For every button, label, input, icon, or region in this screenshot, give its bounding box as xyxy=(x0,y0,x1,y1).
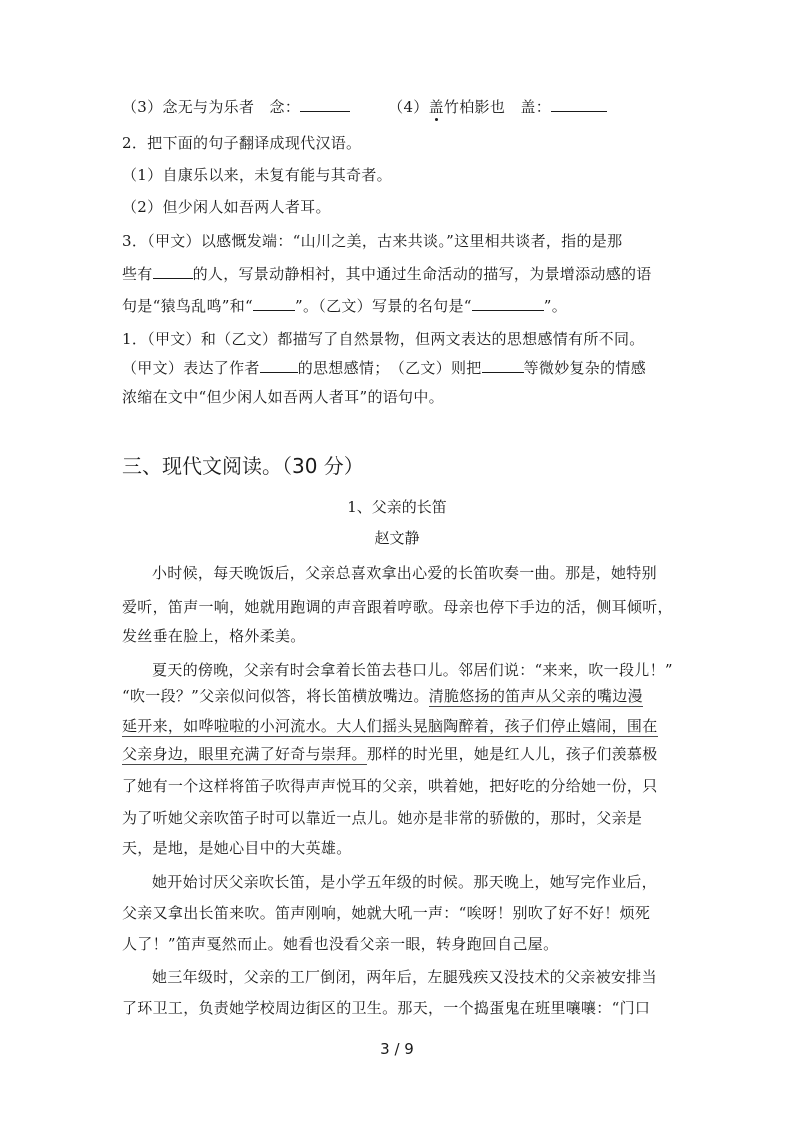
underlined-passage-start: 清脆悠扬的笛声从父亲的嘴边漫 xyxy=(428,687,643,705)
question-4-line-1: 1．（甲文）和（乙文）都描写了自然景物，但两文表达的思想感情有所不同。 xyxy=(122,330,645,348)
paragraph-4-line-2: 了环卫工，负责她学校周边街区的卫生。那天，一个捣蛋鬼在班里嚷嚷：“门口 xyxy=(122,999,651,1017)
underlined-passage-middle: 延开来，如哗啦啦的小河流水。大人们摇头晃脑陶醉着，孩子们停止嬉闹，围在 xyxy=(122,717,658,735)
paragraph-1-line-1: 小时候，每天晚饭后，父亲总喜欢拿出心爱的长笛吹奏一曲。那是，她特别 xyxy=(152,564,657,582)
paragraph-1-line-3: 发丝垂在脸上，格外柔美。 xyxy=(122,627,306,645)
question-2-sentence-1: （1）自康乐以来，未复有能与其奇者。 xyxy=(122,166,392,184)
paragraph-2-line-4-b: 那样的时光里，她是红人儿，孩子们羡慕极 xyxy=(366,745,658,763)
paragraph-3-line-2: 父亲又拿出长笛来吹。笛声刚响，她就大吼一声：“唉呀！别吹了好不好！烦死 xyxy=(122,904,651,922)
question-4-line-2-c: 等微妙复杂的情感 xyxy=(523,359,647,377)
page-number: 3 / 9 xyxy=(380,1040,414,1058)
paragraph-1-line-2: 爱听，笛声一响，她就用跑调的声音跟着哼歌。母亲也停下手边的活，侧耳倾听， xyxy=(122,598,673,616)
question-1-items xyxy=(122,96,607,117)
item-4-dotted-char: 盖 xyxy=(428,98,444,116)
paragraph-2-line-2-a: “吹一段？”父亲似问似答，将长笛横放嘴边。 xyxy=(122,687,429,705)
section-heading: 三、现代文阅读。（30 分） xyxy=(122,454,364,478)
article-author: 赵文静 xyxy=(374,529,420,547)
question-3-line-2-a: 些有 xyxy=(122,265,153,283)
paragraph-3-line-1: 她开始讨厌父亲吹长笛，是小学五年级的时候。那天晚上，她写完作业后， xyxy=(152,873,657,891)
question-3-line-2-b: 的人，写景动静相衬，其中通过生命活动的描写，为景增添动感的语 xyxy=(192,265,652,283)
question-4-blank-1[interactable] xyxy=(260,357,298,373)
question-4-line-2-a: （甲文）表达了作者 xyxy=(122,359,260,377)
question-3-line-2 xyxy=(122,263,652,284)
question-3-blank-3[interactable] xyxy=(472,295,544,311)
question-3-blank-1[interactable] xyxy=(153,263,193,279)
question-4-line-3: 浓缩在文中“但少闲人如吾两人者耳”的语句中。 xyxy=(122,388,444,406)
paragraph-2-line-5: 了她有一个这样将笛子吹得声声悦耳的父亲，哄着她，把好吃的分给她一份，只 xyxy=(122,777,658,795)
underlined-passage-end: 父亲身边，眼里充满了好奇与崇拜。 xyxy=(122,745,367,763)
item-4-blank[interactable] xyxy=(551,96,607,112)
question-4-line-2-b: 的思想感情； （乙文）则把 xyxy=(297,359,482,377)
article-title: 1、父亲的长笛 xyxy=(347,498,447,516)
paragraph-2-line-6: 为了听她父亲吹笛子时可以靠近一点儿。她亦是非常的骄傲的，那时，父亲是 xyxy=(122,809,643,827)
question-3-line-3 xyxy=(122,295,567,316)
paragraph-3-line-3: 人了！”笛声戛然而止。她看也没看父亲一眼，转身跑回自己屋。 xyxy=(122,935,559,953)
question-3-line-3-a: 句是“猿鸟乱鸣”和“ xyxy=(122,297,254,315)
question-3-line-3-b: ”。（乙文）写景的名句是“ xyxy=(295,297,472,315)
item-4-prefix: （4） xyxy=(388,98,429,116)
paragraph-4-line-1: 她三年级时，父亲的工厂倒闭，两年后，左腿残疾又没技术的父亲被安排当 xyxy=(152,968,657,986)
paragraph-2-line-1: 夏天的傍晚，父亲有时会拿着长笛去巷口儿。邻居们说：“来来，吹一段儿！” xyxy=(152,661,673,679)
question-3-blank-2[interactable] xyxy=(253,295,295,311)
question-2-sentence-2: （2）但少闲人如吾两人者耳。 xyxy=(122,198,331,216)
paragraph-2-line-3 xyxy=(122,716,658,736)
question-4-blank-2[interactable] xyxy=(482,357,524,373)
paragraph-2-line-7: 天，是地，是她心目中的大英雄。 xyxy=(122,839,352,857)
question-3-line-3-c: ”。 xyxy=(543,297,568,315)
question-2-title: 2．把下面的句子翻译成现代汉语。 xyxy=(122,134,362,152)
question-4-line-2 xyxy=(122,357,646,378)
paragraph-2-line-2 xyxy=(122,686,643,706)
item-3-blank[interactable] xyxy=(300,96,350,112)
question-3-line-1: 3．（甲文）以感慨发端：“山川之美，古来共谈。”这里相共谈者，指的是那 xyxy=(122,232,623,250)
item-4-text: 竹柏影也 盖： xyxy=(443,98,552,116)
paragraph-2-line-4 xyxy=(122,744,658,764)
item-3-text: （3）念无与为乐者 念： xyxy=(122,98,301,116)
